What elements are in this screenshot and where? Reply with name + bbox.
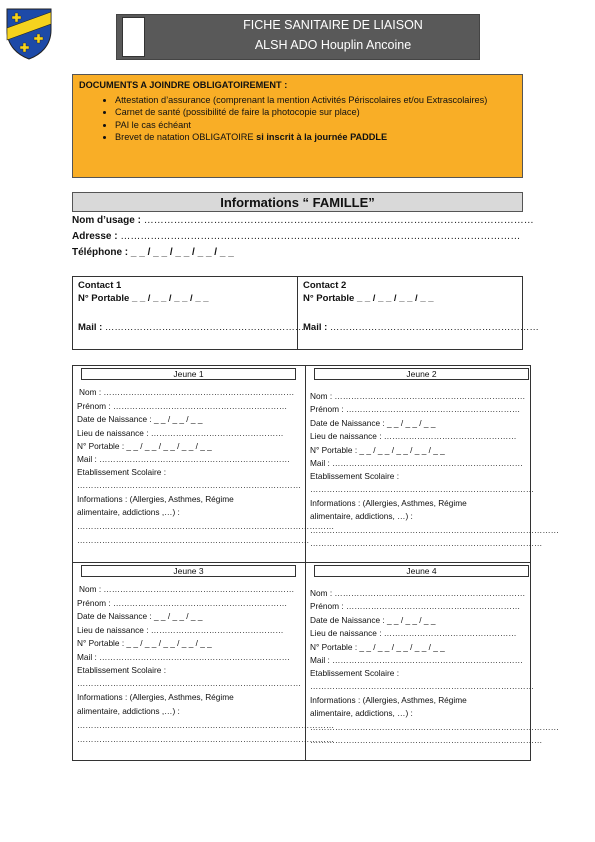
nom-usage-dots: ……………………………………………………………………………………………………… xyxy=(143,215,534,226)
jeune-nom-field[interactable]: Nom : …………………………………………………………… xyxy=(79,584,295,594)
contact-1-portable-value: _ _ / _ _ / _ _ / _ _ xyxy=(131,293,209,304)
contact-2-portable-label: N° Portable xyxy=(303,293,355,304)
contact-1-portable-field[interactable] xyxy=(78,293,209,304)
jeune-informations-dots[interactable]: ………………………………………………………………………………… xyxy=(77,521,335,531)
jeune-nom-field[interactable]: Nom : …………………………………………………………… xyxy=(79,387,295,397)
jeune-informations-dots[interactable]: ……………………………………………………………………………… xyxy=(310,525,559,535)
jeune-naissance-field[interactable]: Date de Naissance : _ _ / _ _ / _ _ xyxy=(77,611,203,621)
jeune-informations-dots[interactable]: ………………………………………………………………………………… xyxy=(77,720,335,730)
contacts-table xyxy=(72,276,539,350)
famille-section-title: Informations “ FAMILLE” xyxy=(72,192,523,212)
document-item-part: Brevet de natation OBLIGATOIRE xyxy=(115,132,257,142)
jeune-informations-label-2: alimentaire, addictions, …) : xyxy=(310,511,413,521)
jeune-informations-label: Informations : (Allergies, Asthmes, Régime xyxy=(77,692,234,702)
jeune-informations-label-2: alimentaire, addictions ,…) : xyxy=(77,706,180,716)
jeune-prenom-field[interactable]: Prénom : ……………………………………………………… xyxy=(310,601,521,611)
jeune-2-card xyxy=(306,366,559,558)
jeune-naissance-field[interactable]: Date de Naissance : _ _ / _ _ / _ _ xyxy=(77,414,203,424)
adresse-dots: ………………………………………………………………………………………………………… xyxy=(120,231,521,242)
jeune-etablissement-label: Etablissement Scolaire : xyxy=(310,471,400,481)
jeune-informations-dots[interactable]: ………………………………………………………………………… xyxy=(310,538,543,548)
jeune-prenom-field[interactable]: Prénom : ……………………………………………………… xyxy=(310,404,521,414)
jeune-informations-dots[interactable]: ………………………………………………………………………… xyxy=(77,535,310,545)
jeune-lieu-field[interactable]: Lieu de naissance : ………………………………………… xyxy=(77,625,284,635)
jeune-informations-label-2: alimentaire, addictions, …) : xyxy=(310,708,413,718)
coat-of-arms-logo xyxy=(6,8,52,60)
jeune-etablissement-dots[interactable]: ……………………………………………………………………… xyxy=(77,678,302,688)
document-item: • Attestation d’assurance (comprenant la mention Activités Périscolaires et/ou Extrascolaires) xyxy=(115,94,516,107)
contact-2-mail-dots: ………………………………………………………… xyxy=(329,322,539,333)
jeune-informations-dots[interactable]: ……………………………………………………………………………… xyxy=(310,722,559,732)
jeune-2-title: Jeune 2 xyxy=(314,368,529,380)
jeune-mail-field[interactable]: Mail : …………………………………………………………… xyxy=(310,655,523,665)
title-banner xyxy=(116,14,480,60)
nom-usage-label: Nom d’usage : xyxy=(72,215,141,226)
jeune-nom-field[interactable]: Nom : …………………………………………………………… xyxy=(310,588,526,598)
document-item: • Carnet de santé (possibilité de faire la photocopie sur place) xyxy=(115,106,516,119)
document-item xyxy=(115,131,516,144)
jeune-mail-field[interactable]: Mail : …………………………………………………………… xyxy=(77,454,290,464)
contact-1-mail-dots: ……………………………………………………… xyxy=(104,322,305,333)
jeune-informations-label: Informations : (Allergies, Asthmes, Régime xyxy=(310,695,467,705)
contact-2-mail-label: Mail : xyxy=(303,322,328,333)
jeune-informations-label: Informations : (Allergies, Asthmes, Régime xyxy=(77,494,234,504)
jeune-lieu-field[interactable]: Lieu de naissance : ………………………………………… xyxy=(77,428,284,438)
contact-2-title: Contact 2 xyxy=(303,280,347,291)
jeune-mail-field[interactable]: Mail : …………………………………………………………… xyxy=(310,458,523,468)
jeune-portable-field[interactable]: N° Portable : _ _ / _ _ / _ _ / _ _ / _ _ xyxy=(77,441,212,451)
telephone-label: Téléphone : xyxy=(72,247,129,258)
form-title: FICHE SANITAIRE DE LIAISON xyxy=(243,18,423,32)
jeune-3-title: Jeune 3 xyxy=(81,565,296,577)
nom-usage-field[interactable] xyxy=(72,215,534,226)
jeune-etablissement-label: Etablissement Scolaire : xyxy=(310,668,400,678)
jeune-4-card xyxy=(306,563,559,755)
jeune-etablissement-dots[interactable]: ……………………………………………………………………… xyxy=(310,484,535,494)
jeune-informations-dots[interactable]: ………………………………………………………………………………… xyxy=(77,734,335,744)
jeune-portable-field[interactable]: N° Portable : _ _ / _ _ / _ _ / _ _ / _ _ xyxy=(310,642,445,652)
jeune-etablissement-label: Etablissement Scolaire : xyxy=(77,467,167,477)
jeune-informations-label-2: alimentaire, addictions ,…) : xyxy=(77,507,180,517)
jeune-etablissement-dots[interactable]: ……………………………………………………………………… xyxy=(310,681,535,691)
jeune-informations-dots[interactable]: ………………………………………………………………………… xyxy=(310,735,543,745)
documents-list xyxy=(79,94,516,144)
adresse-field[interactable] xyxy=(72,231,520,242)
jeune-lieu-field[interactable]: Lieu de naissance : ………………………………………… xyxy=(310,628,517,638)
jeune-4-title: Jeune 4 xyxy=(314,565,529,577)
contact-1-portable-label: N° Portable xyxy=(78,293,130,304)
jeune-prenom-field[interactable]: Prénom : ……………………………………………………… xyxy=(77,401,288,411)
jeune-prenom-field[interactable]: Prénom : ……………………………………………………… xyxy=(77,598,288,608)
documents-title: DOCUMENTS A JOINDRE OBLIGATOIREMENT : xyxy=(79,80,288,90)
telephone-value: _ _ / _ _ / _ _ / _ _ / _ _ xyxy=(130,247,234,258)
contact-1-title: Contact 1 xyxy=(78,280,122,291)
required-documents-box xyxy=(72,74,523,178)
jeune-nom-field[interactable]: Nom : …………………………………………………………… xyxy=(310,391,526,401)
jeune-naissance-field[interactable]: Date de Naissance : _ _ / _ _ / _ _ xyxy=(310,418,436,428)
jeune-portable-field[interactable]: N° Portable : _ _ / _ _ / _ _ / _ _ / _ _ xyxy=(310,445,445,455)
form-subtitle: ALSH ADO Houplin Ancoine xyxy=(254,38,412,52)
contact-2-mail-field[interactable] xyxy=(303,322,539,333)
jeune-lieu-field[interactable]: Lieu de naissance : ………………………………………… xyxy=(310,431,517,441)
jeune-3-card xyxy=(73,563,335,755)
jeunes-grid xyxy=(72,365,559,761)
jeune-naissance-field[interactable]: Date de Naissance : _ _ / _ _ / _ _ xyxy=(310,615,436,625)
jeune-informations-label: Informations : (Allergies, Asthmes, Régime xyxy=(310,498,467,508)
contact-2-portable-field[interactable] xyxy=(303,293,434,304)
jeune-portable-field[interactable]: N° Portable : _ _ / _ _ / _ _ / _ _ / _ _ xyxy=(77,638,212,648)
jeune-1-card xyxy=(73,366,335,558)
jeune-etablissement-dots[interactable]: ……………………………………………………………………… xyxy=(77,480,302,490)
adresse-label: Adresse : xyxy=(72,231,118,242)
contacts-divider xyxy=(297,277,298,349)
jeune-etablissement-label: Etablissement Scolaire : xyxy=(77,665,167,675)
jeune-1-title: Jeune 1 xyxy=(81,368,296,380)
contact-1-mail-label: Mail : xyxy=(78,322,103,333)
document-item: • PAI le cas échéant xyxy=(115,119,516,132)
telephone-field[interactable] xyxy=(72,247,234,258)
contact-2-portable-value: _ _ / _ _ / _ _ / _ _ xyxy=(356,293,434,304)
jeune-mail-field[interactable]: Mail : …………………………………………………………… xyxy=(77,652,290,662)
document-item-part-bold: si inscrit à la journée PADDLE xyxy=(256,132,388,142)
contact-1-mail-field[interactable] xyxy=(78,322,304,333)
